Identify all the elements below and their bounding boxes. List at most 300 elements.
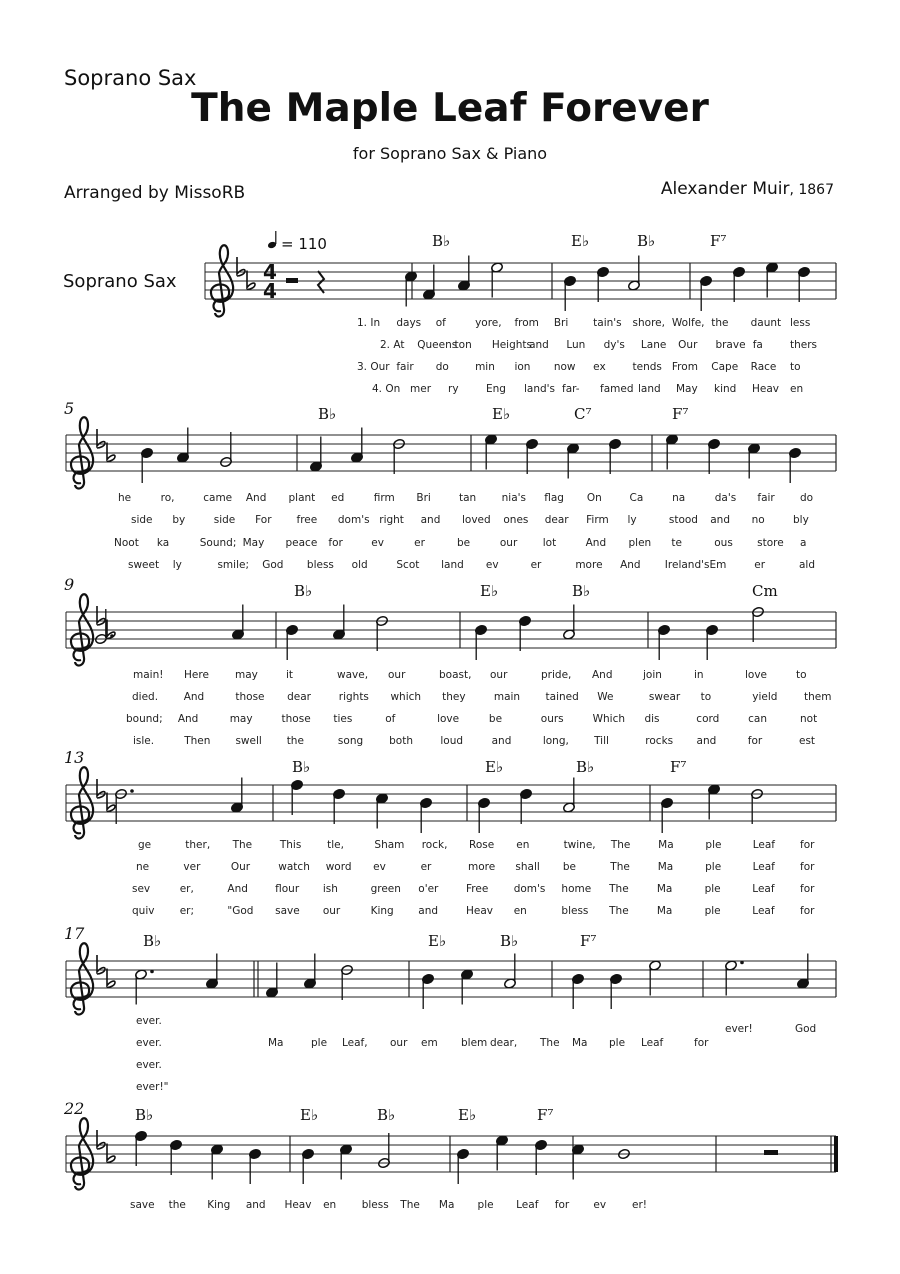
lyric-syllable: And — [183, 691, 205, 703]
lyric-syllable: a — [800, 537, 807, 549]
lyric-syllable: main — [493, 691, 521, 703]
lyric-syllable: dis — [644, 713, 660, 725]
measure-number: 13 — [64, 748, 85, 767]
lyric-syllable: On — [586, 492, 602, 504]
lyric-syllable: "God — [227, 905, 254, 917]
lyric-syllable: plant — [288, 492, 316, 504]
subtitle: for Soprano Sax & Piano — [352, 144, 548, 163]
lyric-syllable: loved — [462, 514, 491, 526]
lyric-syllable: Ma — [656, 883, 673, 895]
lyric-syllable: and — [420, 514, 441, 526]
lyric-syllable: ever!" — [136, 1081, 169, 1093]
lyric-syllable: The — [232, 839, 253, 851]
lyric-syllable: Leaf — [752, 839, 775, 851]
lyric-syllable: Our — [230, 861, 251, 873]
chord-symbol: B♭ — [143, 932, 162, 950]
lyric-syllable: and — [529, 339, 549, 351]
lyric-syllable: our — [390, 1037, 408, 1049]
time-signature-bottom: 4 — [263, 279, 277, 303]
lyric-syllable: tained — [545, 691, 579, 703]
lyric-syllable: pride, — [541, 669, 572, 681]
lyric-syllable: for — [800, 883, 815, 895]
lyric-syllable: Firm — [586, 514, 609, 526]
flat-icon — [107, 1144, 115, 1163]
lyric-syllable: shall — [515, 861, 540, 873]
lyric-syllable: Leaf — [752, 861, 775, 873]
chord-symbol: F⁷ — [710, 232, 727, 250]
lyric-syllable: be — [488, 713, 503, 725]
staff-system — [64, 399, 836, 571]
lyric-syllable: ev — [373, 861, 386, 873]
lyric-syllable: ever. — [136, 1015, 162, 1027]
measure-number: 17 — [64, 924, 85, 943]
lyric-syllable: ple — [704, 883, 721, 895]
lyric-syllable: ish — [322, 883, 338, 895]
chord-symbol: E♭ — [458, 1106, 477, 1124]
lyric-syllable: We — [597, 691, 614, 703]
lyric-syllable: Then — [184, 735, 211, 747]
lyric-syllable: Till — [594, 735, 609, 747]
lyric-syllable: ple — [705, 861, 722, 873]
lyric-syllable: loud — [440, 735, 464, 747]
whole-rest-icon — [764, 1150, 778, 1155]
lyric-syllable: en — [790, 383, 804, 395]
composer-name: Alexander Muir — [660, 179, 790, 199]
staff-system — [64, 748, 836, 917]
lyric-syllable: of — [385, 713, 396, 725]
lyric-syllable: flour — [275, 883, 300, 895]
lyric-syllable: Bri — [416, 492, 431, 504]
lyric-syllable: And — [592, 669, 613, 681]
lyric-syllable: Cape — [711, 361, 739, 373]
instrument-label: Soprano Sax — [64, 66, 197, 90]
lyric-syllable: Ma — [572, 1037, 588, 1049]
lyric-syllable: ous — [714, 537, 733, 549]
lyric-syllable: swear — [648, 691, 681, 703]
staff-system — [63, 1099, 838, 1211]
lyric-syllable: And — [227, 883, 248, 895]
lyric-syllable: Ma — [268, 1037, 284, 1049]
lyric-syllable: rocks — [645, 735, 674, 747]
lyric-syllable: died. — [132, 691, 159, 703]
lyric-syllable: tle, — [327, 839, 344, 851]
note-dot — [740, 961, 744, 965]
lyric-syllable: The — [540, 1037, 560, 1049]
page-title: The Maple Leaf Forever — [191, 86, 709, 131]
lyric-syllable: Sound; — [199, 537, 237, 549]
flat-icon — [97, 1130, 105, 1149]
lyric-syllable: And — [177, 713, 199, 725]
lyric-syllable: ple — [311, 1037, 328, 1049]
lyric-syllable: dy's — [603, 339, 625, 351]
lyric-syllable: they — [442, 691, 466, 703]
lyric-syllable: our — [388, 669, 406, 681]
lyric-syllable: Wolfe, — [671, 317, 705, 329]
lyric-syllable: God — [262, 559, 284, 571]
lyric-syllable: green — [370, 883, 401, 895]
lyric-syllable: ple — [704, 905, 721, 917]
flat-icon — [97, 779, 105, 798]
lyric-syllable: watch — [278, 861, 310, 873]
lyric-syllable: er — [530, 559, 542, 571]
lyric-syllable: ro, — [160, 492, 175, 504]
lyric-syllable: yield — [752, 691, 778, 703]
lyric-syllable: firm — [373, 492, 395, 504]
lyric-syllable: thers — [790, 339, 818, 351]
lyric-syllable: 2. At — [380, 339, 405, 351]
chord-symbol: C⁷ — [574, 405, 592, 423]
chord-symbol: B♭ — [135, 1106, 154, 1124]
lyric-syllable: Our — [678, 339, 698, 351]
lyric-syllable: flag — [544, 492, 564, 504]
lyric-syllable: May — [676, 383, 698, 395]
lyric-syllable: The — [400, 1199, 420, 1211]
lyric-syllable: which — [390, 691, 422, 703]
lyric-syllable: Heav — [752, 383, 780, 395]
chord-symbol: B♭ — [294, 582, 313, 600]
lyric-syllable: ple — [477, 1199, 494, 1211]
lyric-syllable: kind — [714, 383, 737, 395]
lyric-syllable: ion — [514, 361, 531, 373]
lyric-syllable: min — [475, 361, 495, 373]
lyric-syllable: ev — [371, 537, 384, 549]
chord-symbol: E♭ — [485, 758, 504, 776]
lyric-syllable: ever! — [725, 1023, 753, 1035]
lyric-syllable: And — [585, 537, 607, 549]
lyric-syllable: May — [242, 537, 265, 549]
lyric-syllable: for — [554, 1199, 570, 1211]
lyric-syllable: Sham — [374, 839, 405, 851]
lyric-syllable: er; — [179, 905, 195, 917]
lyric-syllable: brave — [715, 339, 746, 351]
lyric-syllable: the — [711, 317, 729, 329]
lyric-syllable: land's — [524, 383, 556, 395]
lyric-syllable: Leaf — [752, 883, 775, 895]
lyric-syllable: Eng — [486, 383, 506, 395]
lyric-syllable: swell — [235, 735, 262, 747]
lyric-syllable: both — [389, 735, 414, 747]
measure-number: 5 — [64, 399, 75, 418]
lyric-syllable: ev — [485, 559, 499, 571]
lyric-syllable: er! — [632, 1199, 647, 1211]
arranger-credit: Arranged by MissoRB — [64, 183, 246, 203]
flat-icon — [107, 443, 115, 462]
lyric-syllable: be — [457, 537, 471, 549]
chord-symbol: B♭ — [500, 932, 519, 950]
lyric-syllable: for — [800, 905, 815, 917]
staff-label: Soprano Sax — [63, 271, 177, 292]
lyric-syllable: bless — [306, 559, 334, 571]
lyric-syllable: en — [513, 905, 527, 917]
lyric-syllable: peace — [285, 537, 318, 549]
lyric-syllable: more — [575, 559, 603, 571]
lyric-syllable: ple — [705, 839, 722, 851]
lyric-syllable: fair — [396, 361, 414, 373]
lyric-syllable: land — [441, 559, 464, 571]
lyric-syllable: less — [790, 317, 811, 329]
lyric-syllable: Heav — [284, 1199, 312, 1211]
lyric-syllable: ly — [627, 514, 637, 526]
lyric-syllable: From — [671, 361, 698, 373]
lyric-syllable: word — [325, 861, 352, 873]
flat-icon — [97, 429, 105, 448]
final-barline — [834, 1136, 838, 1172]
lyric-syllable: may — [235, 669, 258, 681]
lyric-syllable: Heights — [491, 339, 533, 351]
lyric-syllable: fa — [752, 339, 763, 351]
lyric-syllable: now — [553, 361, 576, 373]
lyric-syllable: wave, — [337, 669, 369, 681]
lyric-syllable: the — [168, 1199, 186, 1211]
lyric-syllable: be — [562, 861, 576, 873]
lyric-syllable: The — [609, 883, 629, 895]
lyric-syllable: dom's — [337, 514, 370, 526]
lyric-syllable: do — [800, 492, 814, 504]
lyric-syllable: bless — [361, 1199, 389, 1211]
lyric-syllable: them — [804, 691, 832, 703]
lyric-syllable: to — [790, 361, 801, 373]
chord-symbol: Cm — [752, 582, 778, 600]
tempo-marking — [267, 231, 327, 253]
lyric-syllable: more — [468, 861, 496, 873]
chord-symbol: B♭ — [572, 582, 591, 600]
lyric-syllable: our — [322, 905, 341, 917]
lyric-syllable: twine, — [563, 839, 596, 851]
lyric-syllable: em — [421, 1037, 438, 1049]
time-signature-top: 4 — [263, 260, 277, 284]
lyric-syllable: ne — [136, 861, 150, 873]
staff-system — [64, 924, 836, 1093]
lyric-syllable: love — [745, 669, 768, 681]
lyric-syllable: our — [490, 669, 508, 681]
lyric-syllable: sweet — [128, 559, 160, 571]
lyric-syllable: it — [286, 669, 294, 681]
lyric-syllable: 1. In — [357, 317, 381, 329]
flat-icon — [97, 955, 105, 974]
chord-symbol: E♭ — [480, 582, 499, 600]
lyric-syllable: ald — [799, 559, 816, 571]
chord-symbol: F⁷ — [672, 405, 689, 423]
lyric-syllable: ours — [540, 713, 564, 725]
half-rest-icon — [286, 278, 298, 283]
lyric-syllable: rock, — [421, 839, 448, 851]
lyric-syllable: Ca — [629, 492, 644, 504]
lyric-syllable: fair — [757, 492, 775, 504]
lyric-syllable: Race — [750, 361, 777, 373]
lyric-syllable: boast, — [439, 669, 472, 681]
lyric-syllable: for — [800, 839, 815, 851]
lyric-syllable: est — [799, 735, 816, 747]
lyric-syllable: of — [435, 317, 446, 329]
lyric-syllable: ry — [448, 383, 459, 395]
chord-symbol: B♭ — [576, 758, 595, 776]
chord-symbol: E♭ — [492, 405, 511, 423]
lyric-syllable: save — [275, 905, 300, 917]
lyric-syllable: ple — [609, 1037, 626, 1049]
lyric-syllable: for — [800, 861, 815, 873]
lyric-syllable: And — [620, 559, 641, 571]
lyric-syllable: Here — [184, 669, 209, 681]
lyric-syllable: quiv — [132, 905, 155, 917]
lyric-syllable: by — [172, 514, 186, 526]
lyric-syllable: daunt — [750, 317, 782, 329]
lyric-syllable: love — [437, 713, 460, 725]
lyric-syllable: er — [420, 861, 432, 873]
lyric-syllable: and — [491, 735, 512, 747]
measure-number: 22 — [64, 1099, 85, 1118]
lyric-syllable: ever. — [136, 1037, 162, 1049]
lyric-syllable: long, — [542, 735, 569, 747]
staff-system — [64, 575, 836, 747]
lyric-syllable: ton — [454, 339, 472, 351]
chord-symbol: E♭ — [300, 1106, 319, 1124]
lyric-syllable: from — [514, 317, 539, 329]
note-dot — [150, 970, 154, 974]
lyric-syllable: Em — [709, 559, 727, 571]
lyric-syllable: he — [118, 492, 132, 504]
lyric-syllable: Ma — [438, 1199, 455, 1211]
lyric-syllable: ever. — [136, 1059, 162, 1071]
staff-system — [205, 232, 836, 395]
lyric-syllable: lot — [542, 537, 557, 549]
lyric-syllable: side — [131, 514, 153, 526]
chord-symbol: B♭ — [637, 232, 656, 250]
lyric-syllable: for — [747, 735, 763, 747]
lyric-syllable: 4. On — [372, 383, 401, 395]
lyric-syllable: right — [379, 514, 404, 526]
chord-symbol: F⁷ — [670, 758, 687, 776]
note-dot — [130, 789, 134, 793]
lyric-syllable: far- — [562, 383, 580, 395]
lyric-syllable: dom's — [513, 883, 546, 895]
lyric-syllable: land — [638, 383, 661, 395]
lyric-syllable: blem — [461, 1037, 488, 1049]
lyric-syllable: to — [796, 669, 807, 681]
lyric-syllable: and — [696, 735, 717, 747]
lyric-syllable: ka — [156, 537, 170, 549]
lyric-syllable: stood — [668, 514, 698, 526]
lyric-syllable: smile; — [217, 559, 249, 571]
lyric-syllable: days — [396, 317, 422, 329]
lyric-syllable: came — [203, 492, 233, 504]
lyric-syllable: er — [414, 537, 425, 549]
lyric-syllable: Queens — [417, 339, 458, 351]
lyric-syllable: famed — [600, 383, 634, 395]
lyric-syllable: Ma — [657, 861, 674, 873]
lyric-syllable: Leaf — [641, 1037, 664, 1049]
lyric-syllable: dear — [287, 691, 311, 703]
lyric-syllable: and — [710, 514, 731, 526]
note-dot — [110, 634, 114, 638]
lyric-syllable: ly — [172, 559, 182, 571]
lyric-syllable: ed — [331, 492, 345, 504]
lyric-syllable: ex — [593, 361, 606, 373]
lyric-syllable: side — [213, 514, 236, 526]
lyric-syllable: and — [245, 1199, 266, 1211]
lyric-syllable: old — [351, 559, 368, 571]
lyric-syllable: Heav — [466, 905, 494, 917]
lyric-syllable: cord — [696, 713, 720, 725]
lyric-syllable: King — [370, 905, 394, 917]
lyric-syllable: Free — [466, 883, 489, 895]
lyric-syllable: en — [323, 1199, 337, 1211]
lyric-syllable: ties — [333, 713, 353, 725]
lyric-syllable: Ireland's — [664, 559, 710, 571]
lyric-syllable: shore, — [632, 317, 665, 329]
lyric-syllable: dear, — [490, 1037, 518, 1049]
lyric-syllable: Leaf — [752, 905, 775, 917]
lyric-syllable: ones — [503, 514, 529, 526]
lyric-syllable: rights — [338, 691, 369, 703]
flat-icon — [107, 969, 115, 988]
lyric-syllable: mer — [410, 383, 432, 395]
lyric-syllable: ev — [593, 1199, 607, 1211]
chord-symbol: E♭ — [428, 932, 447, 950]
lyric-syllable: store — [757, 537, 784, 549]
lyric-syllable: for — [694, 1037, 709, 1049]
lyric-syllable: isle. — [133, 735, 155, 747]
lyric-syllable: o'er — [418, 883, 439, 895]
lyric-syllable: those — [235, 691, 265, 703]
lyric-syllable: nia's — [501, 492, 526, 504]
chord-symbol: F⁷ — [537, 1106, 554, 1124]
lyric-syllable: ther, — [185, 839, 211, 851]
flat-icon — [107, 793, 115, 812]
lyric-syllable: Lane — [640, 339, 667, 351]
composer-year: , 1867 — [789, 182, 834, 198]
chord-symbol: B♭ — [292, 758, 311, 776]
chord-symbol: E♭ — [571, 232, 590, 250]
measure-number: 9 — [64, 575, 75, 594]
lyric-syllable: for — [328, 537, 343, 549]
lyric-syllable: plen — [628, 537, 652, 549]
lyric-syllable: This — [279, 839, 302, 851]
lyric-syllable: main! — [133, 669, 164, 681]
lyric-syllable: er — [754, 559, 766, 571]
lyric-syllable: can — [748, 713, 768, 725]
lyric-syllable: not — [800, 713, 818, 725]
lyric-syllable: do — [435, 361, 449, 373]
lyric-syllable: sev — [132, 883, 151, 895]
lyric-syllable: bly — [793, 514, 809, 526]
lyric-syllable: Bri — [553, 317, 569, 329]
lyric-syllable: tain's — [593, 317, 622, 329]
lyric-syllable: in — [694, 669, 704, 681]
lyric-syllable: er, — [179, 883, 194, 895]
lyric-syllable: ge — [138, 839, 152, 851]
lyric-syllable: God — [795, 1023, 817, 1035]
tempo-value: = 110 — [281, 235, 327, 253]
lyric-syllable: bound; — [126, 713, 163, 725]
lyric-syllable: Lun — [566, 339, 586, 351]
lyric-syllable: The — [610, 861, 630, 873]
lyric-syllable: join — [643, 669, 662, 681]
lyric-syllable: bless — [561, 905, 589, 917]
lyric-syllable: Scot — [396, 559, 420, 571]
lyric-syllable: Which — [592, 713, 626, 725]
lyric-syllable: the — [286, 735, 304, 747]
lyric-syllable: Ma — [658, 839, 674, 851]
flat-icon — [97, 606, 105, 625]
lyric-syllable: and — [418, 905, 439, 917]
lyric-syllable: tan — [459, 492, 477, 504]
lyric-syllable: save — [130, 1199, 155, 1211]
lyric-syllable: For — [255, 514, 272, 526]
lyric-syllable: our — [499, 537, 518, 549]
lyric-syllable: Rose — [469, 839, 495, 851]
chord-symbol: B♭ — [432, 232, 451, 250]
lyric-syllable: tends — [632, 361, 662, 373]
